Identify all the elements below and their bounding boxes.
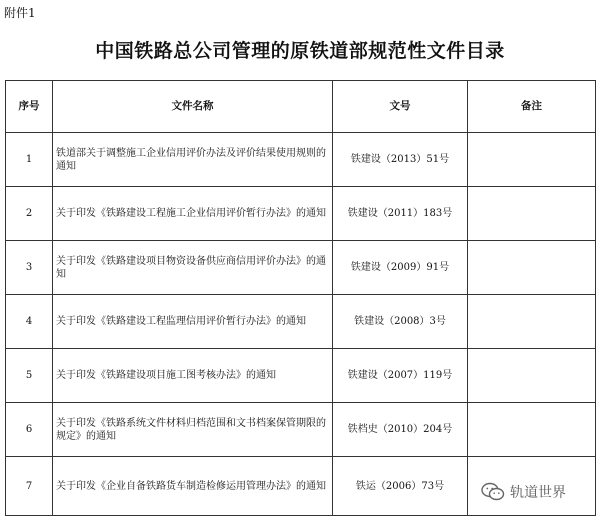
document-table	[5, 80, 596, 516]
row-note	[468, 349, 596, 403]
row-note	[468, 187, 596, 241]
row-name: 关于印发《铁路建设项目物资设备供应商信用评价办法》的通知	[53, 241, 333, 295]
watermark	[481, 482, 566, 502]
row-note	[468, 403, 596, 457]
table-row	[6, 133, 596, 187]
table-row	[6, 241, 596, 295]
row-no: 5	[6, 349, 53, 403]
table-row	[6, 349, 596, 403]
row-no: 1	[6, 133, 53, 187]
row-name: 关于印发《铁路建设工程施工企业信用评价暂行办法》的通知	[53, 187, 333, 241]
row-note	[468, 295, 596, 349]
table-row	[6, 295, 596, 349]
row-doc-number: 铁建设（2008）3号	[333, 295, 468, 349]
row-doc-number: 铁建设（2013）51号	[333, 133, 468, 187]
document-title: 中国铁路总公司管理的原铁道部规范性文件目录	[95, 40, 505, 62]
header-no: 序号	[6, 81, 53, 133]
row-name: 关于印发《企业自备铁路货车制造检修运用管理办法》的通知	[53, 457, 333, 516]
table-row	[6, 403, 596, 457]
row-no: 4	[6, 295, 53, 349]
row-no: 7	[6, 457, 53, 516]
row-name: 关于印发《铁路建设工程监理信用评价暂行办法》的通知	[53, 295, 333, 349]
row-name: 铁道部关于调整施工企业信用评价办法及评价结果使用规则的通知	[53, 133, 333, 187]
row-doc-number: 铁档史（2010）204号	[333, 403, 468, 457]
table-header-row	[6, 81, 596, 133]
attachment-label: 附件1	[4, 6, 36, 20]
watermark-text: 轨道世界	[510, 485, 566, 501]
table-row	[6, 187, 596, 241]
row-name: 关于印发《铁路建设项目施工图考核办法》的通知	[53, 349, 333, 403]
row-name: 关于印发《铁路系统文件材料归档范围和文书档案保管期限的规定》的通知	[53, 403, 333, 457]
row-doc-number: 铁建设（2007）119号	[333, 349, 468, 403]
row-no: 3	[6, 241, 53, 295]
row-note	[468, 133, 596, 187]
header-note: 备注	[468, 81, 596, 133]
row-doc-number: 铁建设（2011）183号	[333, 187, 468, 241]
row-no: 2	[6, 187, 53, 241]
row-note	[468, 241, 596, 295]
header-doc-number: 文号	[333, 81, 468, 133]
header-name: 文件名称	[53, 81, 333, 133]
wechat-icon	[481, 482, 505, 502]
row-no: 6	[6, 403, 53, 457]
row-doc-number: 铁运（2006）73号	[333, 457, 468, 516]
row-doc-number: 铁建设（2009）91号	[333, 241, 468, 295]
